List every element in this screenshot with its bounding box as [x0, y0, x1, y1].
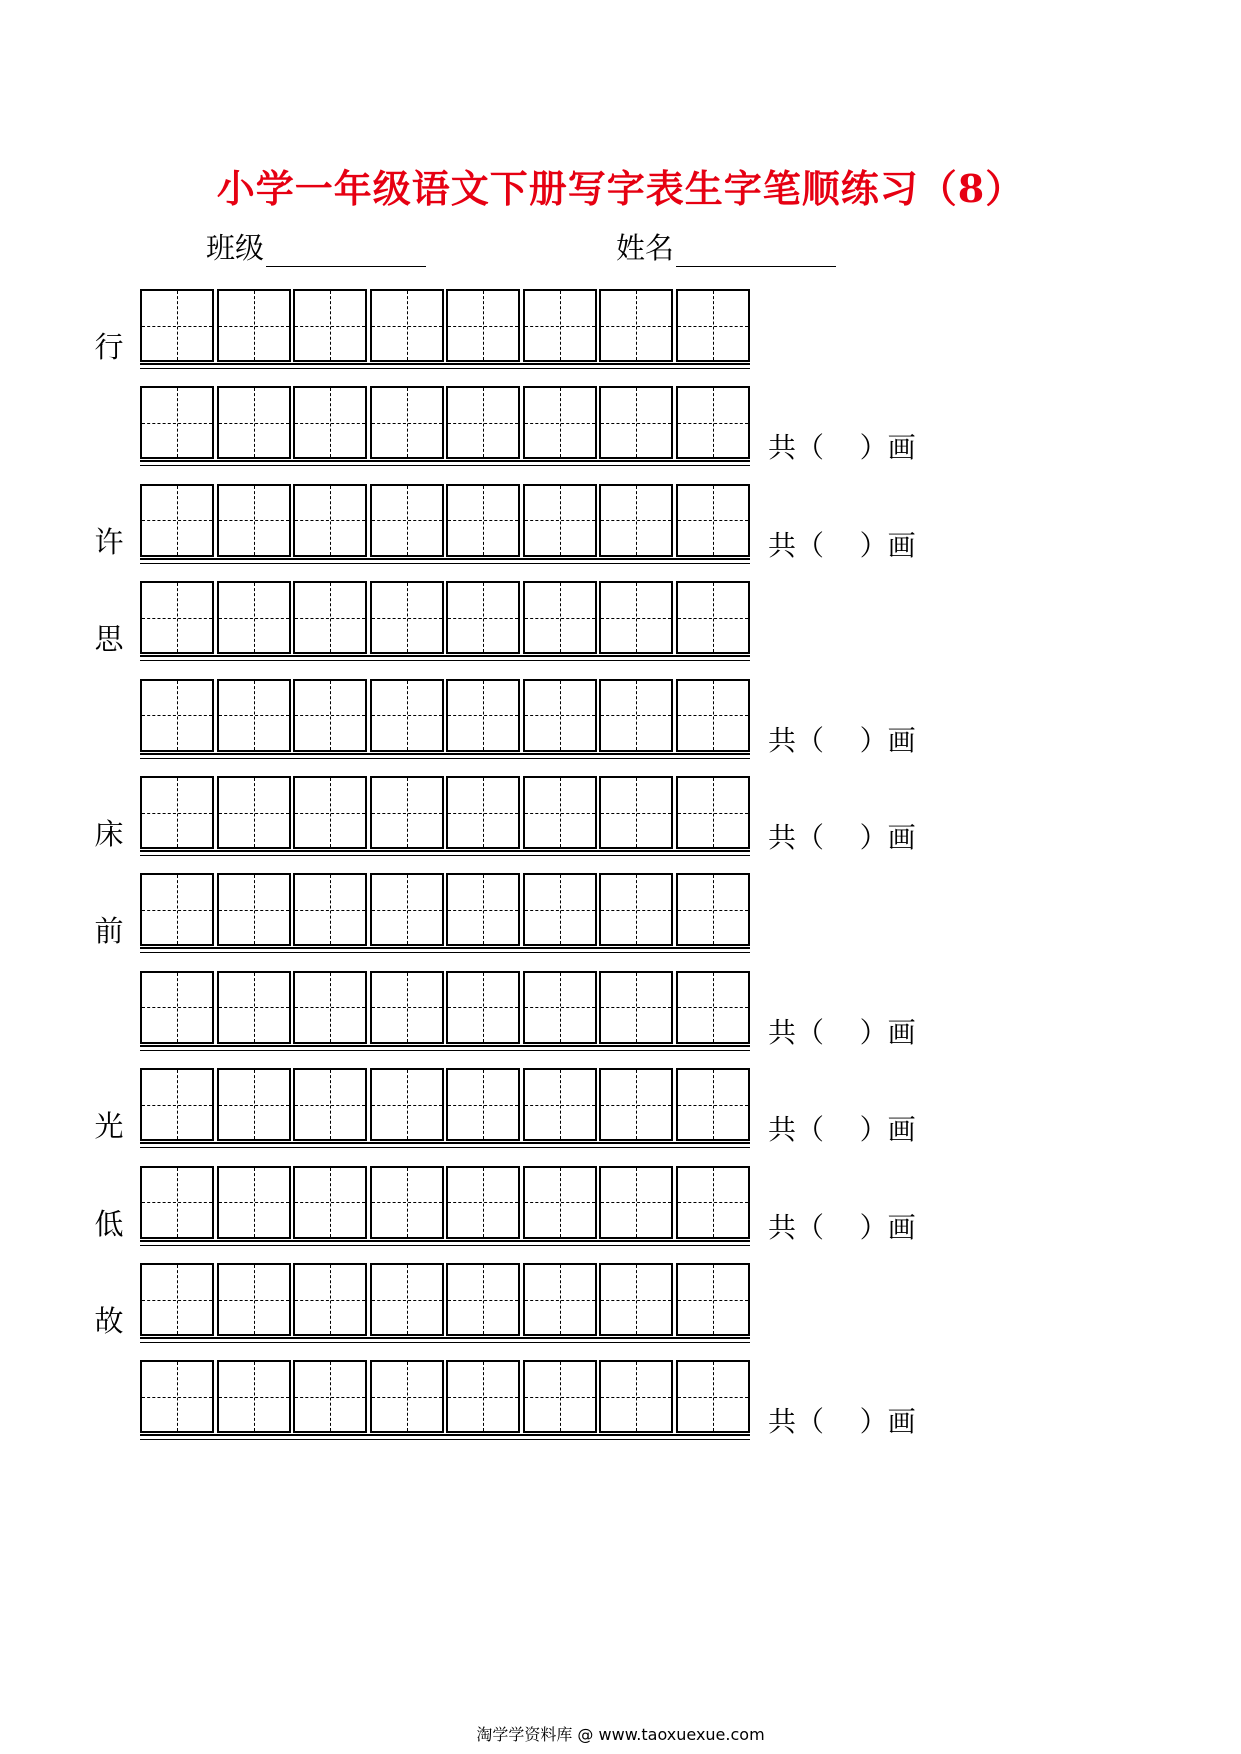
cell-guide-vertical: [254, 388, 255, 457]
cell-guide-vertical: [254, 486, 255, 555]
writing-cell[interactable]: [217, 581, 291, 654]
writing-cell[interactable]: [676, 1166, 750, 1239]
cell-guide-vertical: [636, 973, 637, 1042]
cell-guide-vertical: [560, 778, 561, 847]
cell-guide-vertical: [177, 1362, 178, 1431]
writing-cell[interactable]: [293, 289, 367, 362]
writing-cell[interactable]: [140, 1166, 214, 1239]
writing-cell[interactable]: [599, 1263, 673, 1336]
writing-cell[interactable]: [599, 289, 673, 362]
writing-cell[interactable]: [676, 1068, 750, 1141]
cell-guide-vertical: [330, 1362, 331, 1431]
writing-cell[interactable]: [217, 1166, 291, 1239]
practice-row: [0, 873, 1241, 951]
class-blank[interactable]: [266, 236, 426, 267]
cell-guide-vertical: [713, 1362, 714, 1431]
writing-cell[interactable]: [217, 776, 291, 849]
cell-guide-vertical: [483, 778, 484, 847]
cell-guide-vertical: [713, 486, 714, 555]
practice-character: 前: [94, 914, 124, 949]
writing-cell[interactable]: [370, 484, 444, 557]
writing-cell[interactable]: [446, 971, 520, 1044]
cell-guide-vertical: [407, 1265, 408, 1334]
stroke-count-label: 共（ ）画: [768, 1210, 916, 1244]
practice-character: 行: [94, 330, 124, 364]
cell-guide-vertical: [330, 681, 331, 750]
grid-underline: [140, 855, 750, 856]
writing-cell[interactable]: [370, 971, 444, 1044]
name-field: [616, 226, 836, 267]
writing-cell[interactable]: [599, 1360, 673, 1433]
tianzige-grid: [140, 386, 750, 462]
practice-row: [0, 1166, 1241, 1244]
tianzige-grid: [140, 581, 750, 657]
writing-cell[interactable]: [446, 1068, 520, 1141]
writing-cell[interactable]: [217, 971, 291, 1044]
writing-cell[interactable]: [523, 386, 597, 459]
cell-guide-vertical: [177, 1265, 178, 1334]
cell-guide-vertical: [254, 875, 255, 944]
writing-cell[interactable]: [140, 289, 214, 362]
tianzige-grid: [140, 776, 750, 852]
cell-guide-vertical: [636, 291, 637, 360]
cell-guide-vertical: [483, 1265, 484, 1334]
writing-cell[interactable]: [140, 1360, 214, 1433]
grid-underline: [140, 1245, 750, 1246]
writing-cell[interactable]: [293, 1360, 367, 1433]
grid-underline: [140, 368, 750, 369]
stroke-count-label: 共（ ）画: [768, 528, 916, 562]
cell-guide-vertical: [407, 486, 408, 555]
cell-guide-vertical: [636, 681, 637, 750]
writing-cell[interactable]: [676, 776, 750, 849]
tianzige-grid: [140, 1263, 750, 1339]
writing-cell[interactable]: [140, 679, 214, 752]
writing-cell[interactable]: [523, 1263, 597, 1336]
writing-cell[interactable]: [217, 386, 291, 459]
writing-cell[interactable]: [446, 484, 520, 557]
writing-cell[interactable]: [599, 776, 673, 849]
cell-guide-vertical: [254, 1265, 255, 1334]
practice-character: 故: [94, 1304, 124, 1338]
cell-guide-vertical: [407, 1362, 408, 1431]
writing-cell[interactable]: [599, 679, 673, 752]
writing-cell[interactable]: [676, 971, 750, 1044]
writing-cell[interactable]: [293, 776, 367, 849]
stroke-count-label: 共（ ）画: [768, 431, 916, 465]
writing-cell[interactable]: [676, 679, 750, 752]
writing-cell[interactable]: [523, 581, 597, 654]
cell-guide-vertical: [713, 681, 714, 750]
cell-guide-vertical: [483, 388, 484, 457]
practice-row: [0, 484, 1241, 562]
cell-guide-vertical: [560, 1265, 561, 1334]
stroke-count-label: 共（ ）画: [768, 1405, 916, 1439]
grid-underline: [140, 1050, 750, 1051]
writing-cell[interactable]: [446, 873, 520, 946]
cell-guide-vertical: [636, 875, 637, 944]
writing-cell[interactable]: [293, 1068, 367, 1141]
cell-guide-vertical: [254, 1362, 255, 1431]
cell-guide-vertical: [483, 486, 484, 555]
writing-cell[interactable]: [370, 1360, 444, 1433]
writing-cell[interactable]: [370, 581, 444, 654]
cell-guide-vertical: [330, 1070, 331, 1139]
writing-cell[interactable]: [676, 289, 750, 362]
cell-guide-vertical: [713, 583, 714, 652]
cell-guide-vertical: [713, 388, 714, 457]
writing-cell[interactable]: [446, 289, 520, 362]
cell-guide-vertical: [483, 681, 484, 750]
writing-cell[interactable]: [676, 1263, 750, 1336]
grid-underline: [140, 563, 750, 564]
cell-guide-vertical: [330, 583, 331, 652]
cell-guide-vertical: [636, 778, 637, 847]
writing-cell[interactable]: [523, 1360, 597, 1433]
practice-row: [0, 971, 1241, 1049]
cell-guide-vertical: [177, 973, 178, 1042]
writing-cell[interactable]: [140, 581, 214, 654]
writing-cell[interactable]: [446, 1263, 520, 1336]
cell-guide-vertical: [330, 875, 331, 944]
cell-guide-vertical: [177, 681, 178, 750]
practice-row: [0, 679, 1241, 757]
practice-row: [0, 386, 1241, 464]
cell-guide-vertical: [560, 681, 561, 750]
cell-guide-vertical: [407, 583, 408, 652]
writing-cell[interactable]: [523, 484, 597, 557]
writing-cell[interactable]: [676, 1360, 750, 1433]
cell-guide-vertical: [713, 1265, 714, 1334]
grid-underline: [140, 758, 750, 759]
writing-cell[interactable]: [599, 971, 673, 1044]
grid-underline: [140, 1342, 750, 1343]
writing-cell[interactable]: [370, 679, 444, 752]
cell-guide-vertical: [407, 778, 408, 847]
cell-guide-vertical: [254, 291, 255, 360]
cell-guide-vertical: [713, 973, 714, 1042]
cell-guide-vertical: [330, 973, 331, 1042]
cell-guide-vertical: [254, 583, 255, 652]
cell-guide-vertical: [483, 583, 484, 652]
practice-character: 床: [94, 817, 124, 851]
cell-guide-vertical: [407, 388, 408, 457]
stroke-count-label: 共（ ）画: [768, 723, 916, 757]
writing-cell[interactable]: [293, 679, 367, 752]
cell-guide-vertical: [177, 291, 178, 360]
writing-cell[interactable]: [370, 776, 444, 849]
writing-cell[interactable]: [293, 1263, 367, 1336]
cell-guide-vertical: [177, 486, 178, 555]
cell-guide-vertical: [407, 291, 408, 360]
stroke-count-label: 共（ ）画: [768, 1113, 916, 1147]
cell-guide-vertical: [636, 486, 637, 555]
writing-cell[interactable]: [293, 1166, 367, 1239]
cell-guide-vertical: [560, 388, 561, 457]
practice-character: 低: [94, 1206, 124, 1241]
writing-cell[interactable]: [523, 289, 597, 362]
writing-cell[interactable]: [370, 873, 444, 946]
cell-guide-vertical: [177, 583, 178, 652]
writing-cell[interactable]: [523, 873, 597, 946]
writing-cell[interactable]: [140, 971, 214, 1044]
cell-guide-vertical: [254, 778, 255, 847]
writing-cell[interactable]: [370, 1068, 444, 1141]
writing-cell[interactable]: [140, 386, 214, 459]
tianzige-grid: [140, 679, 750, 755]
grid-underline: [140, 1147, 750, 1148]
practice-row: [0, 776, 1241, 854]
writing-cell[interactable]: [599, 1166, 673, 1239]
cell-guide-vertical: [713, 778, 714, 847]
practice-row: [0, 581, 1241, 659]
tianzige-grid: [140, 1068, 750, 1144]
cell-guide-vertical: [560, 973, 561, 1042]
cell-guide-vertical: [177, 388, 178, 457]
writing-cell[interactable]: [293, 581, 367, 654]
cell-guide-vertical: [483, 1168, 484, 1237]
writing-cell[interactable]: [523, 1166, 597, 1239]
writing-cell[interactable]: [676, 581, 750, 654]
practice-character: 许: [94, 524, 124, 559]
cell-guide-vertical: [330, 778, 331, 847]
cell-guide-vertical: [560, 1168, 561, 1237]
name-blank[interactable]: [676, 236, 836, 267]
writing-cell[interactable]: [140, 776, 214, 849]
writing-cell[interactable]: [599, 873, 673, 946]
cell-guide-vertical: [177, 1168, 178, 1237]
cell-guide-vertical: [483, 291, 484, 360]
tianzige-grid: [140, 484, 750, 560]
writing-cell[interactable]: [370, 1166, 444, 1239]
writing-cell[interactable]: [599, 581, 673, 654]
cell-guide-vertical: [483, 1070, 484, 1139]
cell-guide-vertical: [483, 875, 484, 944]
tianzige-grid: [140, 873, 750, 949]
writing-cell[interactable]: [446, 1360, 520, 1433]
practice-row: [0, 1360, 1241, 1438]
writing-cell[interactable]: [523, 971, 597, 1044]
writing-cell[interactable]: [523, 1068, 597, 1141]
writing-cell[interactable]: [140, 484, 214, 557]
writing-cell[interactable]: [370, 1263, 444, 1336]
writing-cell[interactable]: [217, 484, 291, 557]
cell-guide-vertical: [636, 1168, 637, 1237]
stroke-count-label: 共（ ）画: [768, 821, 916, 854]
cell-guide-vertical: [330, 291, 331, 360]
practice-character: 光: [94, 1109, 124, 1144]
cell-guide-vertical: [713, 875, 714, 944]
cell-guide-vertical: [636, 1070, 637, 1139]
cell-guide-vertical: [407, 1168, 408, 1237]
cell-guide-vertical: [254, 973, 255, 1042]
writing-cell[interactable]: [446, 581, 520, 654]
practice-row: [0, 1068, 1241, 1146]
writing-cell[interactable]: [293, 386, 367, 459]
practice-row: [0, 1263, 1241, 1341]
cell-guide-vertical: [560, 486, 561, 555]
writing-cell[interactable]: [676, 484, 750, 557]
class-label: 班级: [206, 231, 265, 265]
practice-character: 思: [94, 622, 124, 657]
writing-cell[interactable]: [217, 873, 291, 946]
cell-guide-vertical: [560, 1362, 561, 1431]
writing-cell[interactable]: [293, 873, 367, 946]
tianzige-grid: [140, 971, 750, 1047]
cell-guide-vertical: [560, 291, 561, 360]
tianzige-grid: [140, 1360, 750, 1436]
writing-cell[interactable]: [293, 484, 367, 557]
cell-guide-vertical: [713, 291, 714, 360]
cell-guide-vertical: [407, 973, 408, 1042]
writing-cell[interactable]: [217, 1068, 291, 1141]
writing-cell[interactable]: [446, 386, 520, 459]
cell-guide-vertical: [407, 1070, 408, 1139]
writing-cell[interactable]: [217, 1263, 291, 1336]
stroke-count-label: 共（ ）画: [768, 1015, 916, 1049]
writing-cell[interactable]: [140, 1263, 214, 1336]
grid-underline: [140, 660, 750, 661]
writing-cell[interactable]: [599, 386, 673, 459]
writing-cell[interactable]: [140, 873, 214, 946]
cell-guide-vertical: [636, 583, 637, 652]
cell-guide-vertical: [254, 1168, 255, 1237]
writing-cell[interactable]: [446, 679, 520, 752]
tianzige-grid: [140, 289, 750, 365]
writing-cell[interactable]: [676, 873, 750, 946]
cell-guide-vertical: [177, 1070, 178, 1139]
cell-guide-vertical: [177, 875, 178, 944]
writing-cell[interactable]: [523, 679, 597, 752]
cell-guide-vertical: [330, 1265, 331, 1334]
cell-guide-vertical: [636, 1265, 637, 1334]
grid-underline: [140, 465, 750, 466]
writing-cell[interactable]: [370, 386, 444, 459]
writing-cell[interactable]: [523, 776, 597, 849]
cell-guide-vertical: [713, 1070, 714, 1139]
cell-guide-vertical: [254, 1070, 255, 1139]
footer-watermark: 淘学学资料库 @ www.taoxuexue.com: [476, 1725, 765, 1744]
cell-guide-vertical: [560, 1070, 561, 1139]
cell-guide-vertical: [560, 875, 561, 944]
cell-guide-vertical: [560, 583, 561, 652]
writing-cell[interactable]: [446, 776, 520, 849]
grid-underline: [140, 1439, 750, 1440]
name-label: 姓名: [616, 231, 675, 265]
cell-guide-vertical: [330, 486, 331, 555]
grid-underline: [140, 952, 750, 953]
tianzige-grid: [140, 1166, 750, 1242]
cell-guide-vertical: [483, 973, 484, 1042]
class-field: [206, 226, 426, 267]
cell-guide-vertical: [713, 1168, 714, 1237]
cell-guide-vertical: [407, 875, 408, 944]
writing-cell[interactable]: [217, 289, 291, 362]
cell-guide-vertical: [636, 1362, 637, 1431]
practice-row: [0, 289, 1241, 367]
writing-cell[interactable]: [676, 386, 750, 459]
writing-cell[interactable]: [140, 1068, 214, 1141]
writing-cell[interactable]: [293, 971, 367, 1044]
cell-guide-vertical: [483, 1362, 484, 1431]
writing-cell[interactable]: [217, 679, 291, 752]
writing-cell[interactable]: [446, 1166, 520, 1239]
writing-cell[interactable]: [599, 1068, 673, 1141]
cell-guide-vertical: [330, 1168, 331, 1237]
cell-guide-vertical: [407, 681, 408, 750]
writing-cell[interactable]: [217, 1360, 291, 1433]
page-title: 小学一年级语文下册写字表生字笔顺练习（8）: [216, 166, 1025, 211]
cell-guide-vertical: [636, 388, 637, 457]
writing-cell[interactable]: [599, 484, 673, 557]
cell-guide-vertical: [330, 388, 331, 457]
writing-cell[interactable]: [370, 289, 444, 362]
cell-guide-vertical: [254, 681, 255, 750]
cell-guide-vertical: [177, 778, 178, 847]
